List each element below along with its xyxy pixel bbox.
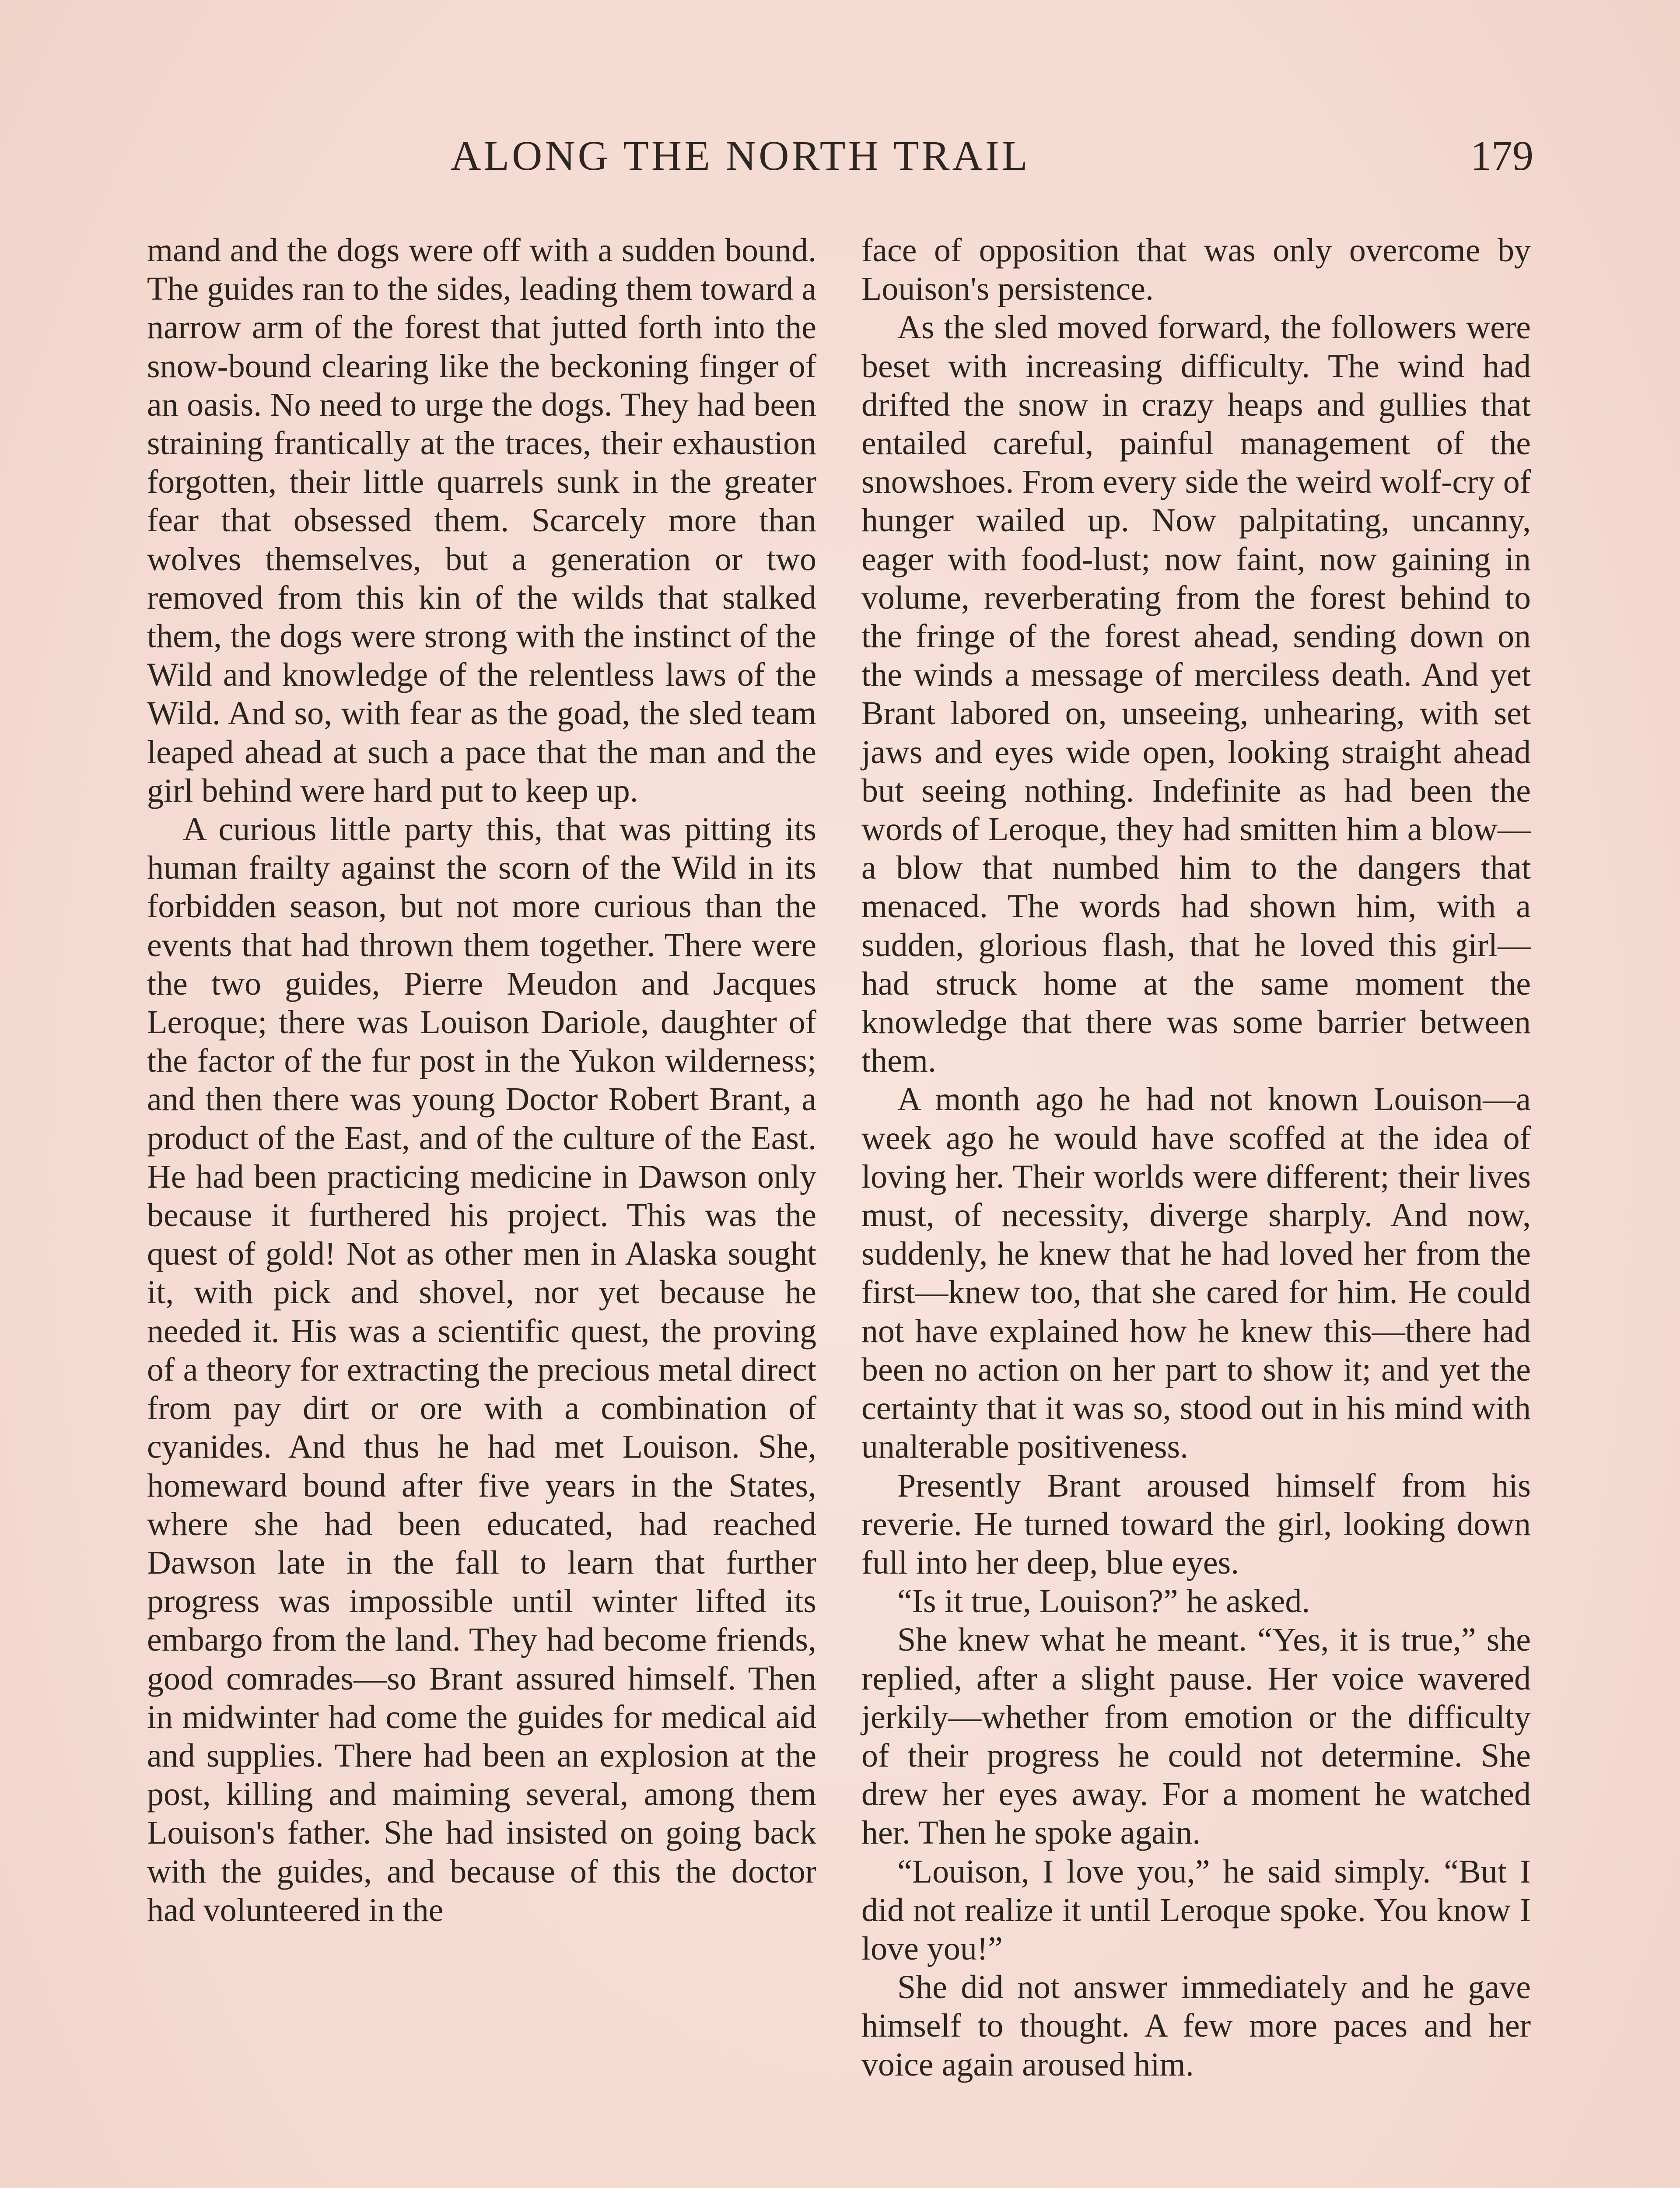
paragraph: As the sled moved forward, the followers were beset with increasing difficulty. The wind had drifted the snow in crazy heaps and gullies that entailed careful, painful management of the snowshoes. From every side the weird wolf-cry of hunger wailed up. Now palpitating, uncanny, eager with food-lust; now faint, now gaining in volume, reverberating from the forest behind to the fringe of the forest ahead, sending down on the winds a message of merciless death. And yet Brant labored on, unseeing, unhearing, with set jaws and eyes wide open, looking straight ahead but seeing nothing. Indefinite as had been the words of Leroque, they had smitten him a blow—a blow that numbed him to the dangers that menaced. The words had shown him, with a sudden, glorious flash, that he loved this girl—had struck home at the same moment the knowledge that there was some barrier between them. — [861, 309, 1531, 1080]
paragraph: “Louison, I love you,” he said simply. “But I did not realize it until Leroque spoke. You know I love you!” — [861, 1853, 1531, 1967]
running-title: ALONG THE NORTH TRAIL — [451, 132, 1030, 179]
page-number: 179 — [1470, 132, 1533, 179]
paragraph: She knew what he meant. “Yes, it is true,” she replied, after a slight pause. Her voice wavered jerkily—whether from emotion or the difficulty of their progress he could not determine. She drew her eyes away. For a moment he watched her. Then he spoke again. — [861, 1621, 1531, 1851]
paragraph: Presently Brant aroused himself from his reverie. He turned toward the girl, looking down full into her deep, blue eyes. — [861, 1467, 1531, 1581]
right-column — [861, 231, 1531, 2084]
left-column — [147, 231, 816, 1929]
paragraph: She did not answer immediately and he gave himself to thought. A few more paces and her voice again aroused him. — [861, 1969, 1531, 2083]
paragraph: “Is it true, Louison?” he asked. — [897, 1583, 1310, 1620]
paragraph: A month ago he had not known Louison—a week ago he would have scoffed at the idea of loving her. Their worlds were different; their lives must, of necessity, diverge sharply. And now, suddenly, he knew that he had loved her from the first—knew too, that she cared for him. He could not have explained how he knew this—there had been no action on her part to show it; and yet the certainty that it was so, stood out in his mind with unalterable positiveness. — [861, 1081, 1531, 1466]
paragraph: face of opposition that was only overcome by Louison's persistence. — [861, 232, 1531, 308]
paragraph: mand and the dogs were off with a sudden bound. The guides ran to the sides, leading them toward a narrow arm of the forest that jutted forth into the snow-bound clearing like the beckoning finger of an oasis. No need to urge the dogs. They had been straining frantically at the traces, their exhaustion forgotten, their little quarrels sunk in the greater fear that obsessed them. Scarcely more than wolves themselves, but a generation or two removed from this kin of the wilds that stalked them, the dogs were strong with the instinct of the Wild and knowledge of the relentless laws of the Wild. And so, with fear as the goad, the sled team leaped ahead at such a pace that the man and the girl behind were hard put to keep up. — [147, 232, 816, 809]
paragraph: A curious little party this, that was pitting its human frailty against the scorn of the Wild in its forbidden season, but not more curious than the events that had thrown them together. There were the two guides, Pierre Meudon and Jacques Leroque; there was Louison Dariole, daughter of the factor of the fur post in the Yukon wilderness; and then there was young Doctor Robert Brant, a product of the East, and of the culture of the East. He had been practicing medicine in Dawson only because it furthered his project. This was the quest of gold! Not as other men in Alaska sought it, with pick and shovel, nor yet because he needed it. His was a scientific quest, the proving of a theory for extracting the precious metal direct from pay dirt or ore with a combination of cyanides. And thus he had met Louison. She, homeward bound after five years in the States, where she had been educated, had reached Dawson late in the fall to learn that further progress was impossible until winter lifted its embargo from the land. They had become friends, good comrades—so Brant assured himself. Then in midwinter had come the guides for medical aid and supplies. There had been an explosion at the post, killing and maiming several, among them Louison's father. She had insisted on going back with the guides, and because of this the doctor had volunteered in the — [147, 811, 816, 1929]
